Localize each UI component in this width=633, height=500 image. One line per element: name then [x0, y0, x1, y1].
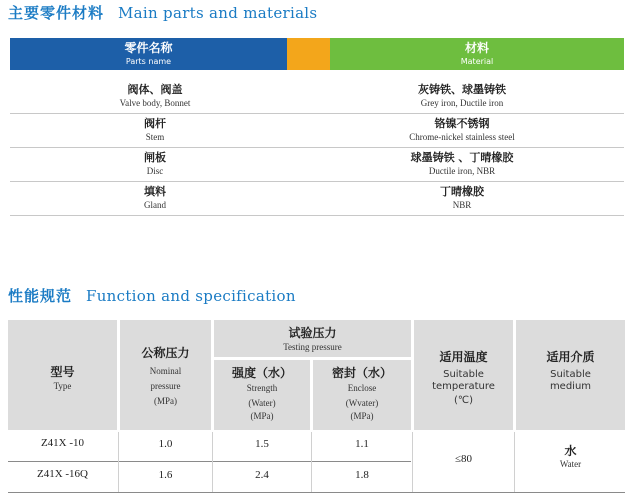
material-cn: 灰铸铁、球墨铸铁 [418, 83, 506, 96]
row-divider [8, 461, 411, 462]
header-accent-block [287, 38, 330, 70]
header-strength-en-2: (Water) [248, 398, 276, 408]
parts-row [10, 147, 624, 182]
material-cn: 丁晴橡胶 [440, 185, 484, 198]
part-cell [10, 151, 300, 177]
spec-title-en: Function and specification [86, 287, 296, 305]
part-name-en: Gland [144, 200, 166, 210]
header-type-en: Type [53, 381, 72, 391]
header-enclose-en-2: (Wvater) [345, 398, 379, 408]
header-enclose [313, 360, 411, 430]
header-type-cn: 型号 [50, 365, 75, 379]
part-name-cn: 阀杆 [144, 117, 166, 130]
header-enclose-en-3: (MPa) [350, 411, 374, 421]
material-en: Ductile iron, NBR [428, 166, 496, 176]
header-enclose-en-1: Enclose [347, 383, 377, 393]
header-testing-pressure [214, 320, 411, 357]
spec-table [8, 320, 625, 496]
header-parts-name-en: Parts name [125, 57, 172, 66]
header-test-cn: 试验压力 [288, 326, 337, 340]
material-cell [300, 117, 624, 143]
strength-cell: 1.5 [255, 438, 269, 450]
header-parts-name-cn: 零件名称 [124, 41, 173, 55]
header-type [8, 320, 117, 430]
header-temp-en-3: (℃) [453, 395, 474, 406]
material-cell [300, 151, 624, 177]
header-material-en: Material [460, 57, 494, 66]
type-cell: Z41X -10 [40, 437, 85, 449]
header-medium-en-2: medium [549, 381, 592, 392]
header-nominal-en-3: (MPa) [154, 396, 177, 406]
type-cell: Z41X -16Q [36, 468, 89, 480]
header-strength-cn: 强度（水） [231, 366, 292, 380]
temperature-cell: ≤80 [454, 453, 473, 465]
header-material-cn: 材料 [464, 41, 489, 55]
part-name-cn: 填料 [144, 185, 166, 198]
header-test-en: Testing pressure [283, 342, 342, 352]
header-strength [214, 360, 310, 430]
header-medium-en-1: Suitable [550, 369, 591, 380]
medium-cell [516, 444, 625, 470]
header-enclose-cn: 密封（水） [331, 366, 392, 380]
header-material [330, 38, 624, 70]
header-nominal-en-2: pressure [150, 381, 181, 391]
parts-title-cn: 主要零件材料 [8, 4, 105, 22]
material-cn: 球墨铸铁 、丁晴橡胶 [410, 151, 514, 164]
spec-title-cn: 性能规范 [8, 287, 73, 305]
header-strength-en-3: (MPa) [250, 411, 274, 421]
enclose-cell: 1.8 [355, 469, 369, 481]
strength-cell: 2.4 [255, 469, 269, 481]
column-divider [514, 432, 515, 492]
material-cell [300, 185, 624, 211]
parts-row [10, 79, 624, 114]
enclose-cell: 1.1 [355, 438, 369, 450]
medium-cn: 水 [564, 444, 577, 458]
part-name-en: Valve body, Bonnet [119, 98, 191, 108]
nominal-cell: 1.0 [158, 438, 173, 450]
column-divider [412, 432, 413, 492]
column-divider [212, 432, 213, 492]
header-temp-en-1: Suitable [443, 369, 484, 380]
material-en: NBR [452, 200, 472, 210]
header-temp-cn: 适用温度 [439, 350, 488, 364]
part-name-cn: 阀体、阀盖 [127, 83, 183, 96]
header-temperature [414, 320, 513, 430]
header-medium [516, 320, 625, 430]
part-cell [10, 185, 300, 211]
nominal-cell: 1.6 [158, 469, 173, 481]
header-medium-cn: 适用介质 [546, 350, 595, 364]
parts-title-en: Main parts and materials [118, 4, 318, 22]
material-cell [300, 83, 624, 109]
column-divider [118, 432, 119, 492]
part-name-en: Disc [146, 166, 164, 176]
header-nominal-pressure [120, 320, 211, 430]
parts-row [10, 113, 624, 148]
part-cell [10, 83, 300, 109]
part-cell [10, 117, 300, 143]
header-strength-en-1: Strength [246, 383, 278, 393]
material-en: Chrome-nickel stainless steel [409, 132, 515, 142]
spec-section-title [8, 285, 296, 307]
table-bottom-border [8, 492, 625, 493]
column-divider [311, 432, 312, 492]
part-name-en: Stem [145, 132, 165, 142]
material-en: Grey iron, Ductile iron [420, 98, 504, 108]
header-temp-en-2: temperature [432, 381, 495, 392]
parts-section-title [8, 2, 317, 24]
parts-row [10, 181, 624, 216]
material-cn: 铬镍不锈钢 [434, 117, 490, 130]
header-parts-name [10, 38, 287, 70]
medium-en: Water [559, 459, 582, 469]
part-name-cn: 闸板 [144, 151, 166, 164]
header-nominal-en-1: Nominal [149, 366, 182, 376]
parts-table-header [10, 38, 624, 70]
header-nominal-cn: 公称压力 [141, 346, 190, 360]
